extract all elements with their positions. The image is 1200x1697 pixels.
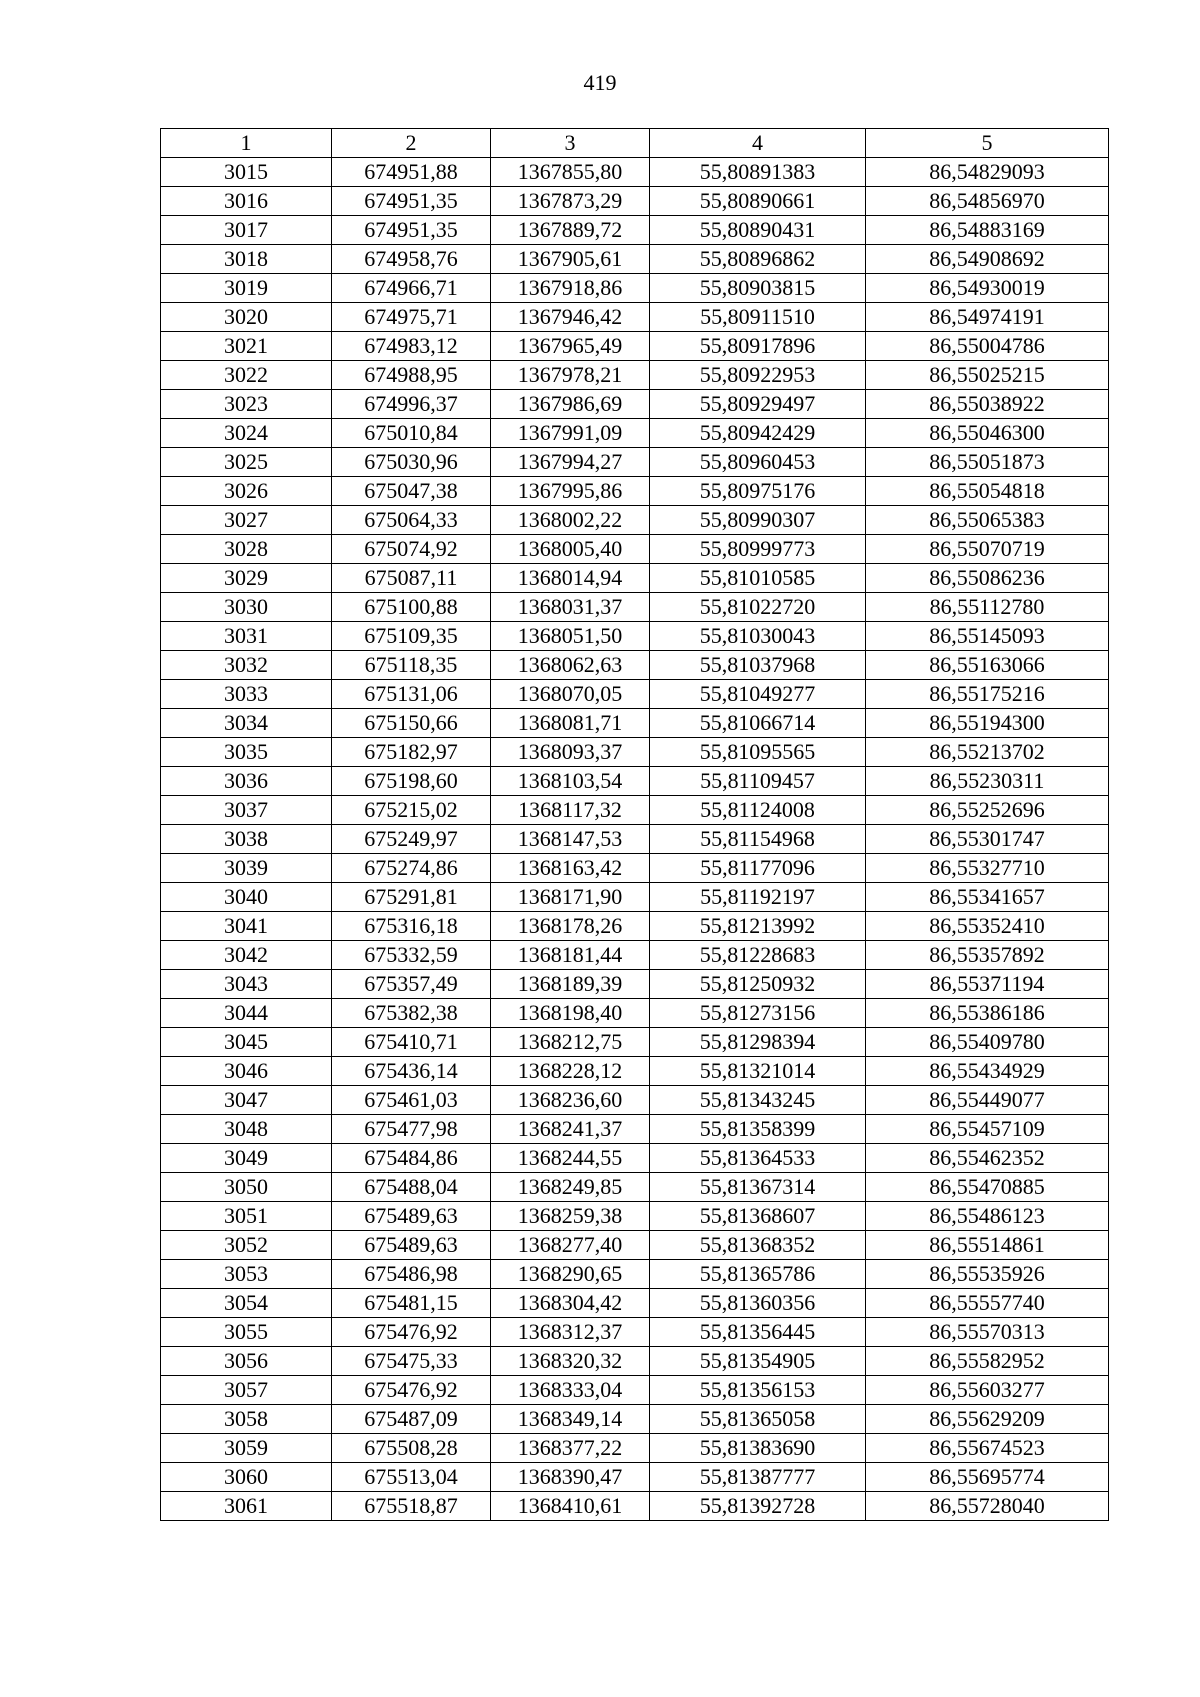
x-coordinate-cell: 675131,06 xyxy=(332,680,491,709)
longitude-cell: 86,54930019 xyxy=(866,274,1109,303)
latitude-cell: 55,80999773 xyxy=(650,535,866,564)
latitude-cell: 55,80903815 xyxy=(650,274,866,303)
table-row xyxy=(161,941,1109,970)
latitude-cell: 55,81049277 xyxy=(650,680,866,709)
longitude-cell: 86,55145093 xyxy=(866,622,1109,651)
x-coordinate-cell: 674983,12 xyxy=(332,332,491,361)
point-number-cell: 3029 xyxy=(161,564,332,593)
latitude-cell: 55,80942429 xyxy=(650,419,866,448)
x-coordinate-cell: 674988,95 xyxy=(332,361,491,390)
y-coordinate-cell: 1368333,04 xyxy=(491,1376,650,1405)
table-row xyxy=(161,361,1109,390)
latitude-cell: 55,81364533 xyxy=(650,1144,866,1173)
point-number-cell: 3016 xyxy=(161,187,332,216)
table-row xyxy=(161,1057,1109,1086)
table-row xyxy=(161,332,1109,361)
table-row xyxy=(161,854,1109,883)
point-number-cell: 3032 xyxy=(161,651,332,680)
table-row xyxy=(161,216,1109,245)
point-number-cell: 3058 xyxy=(161,1405,332,1434)
point-number-cell: 3017 xyxy=(161,216,332,245)
table-row xyxy=(161,738,1109,767)
latitude-cell: 55,81010585 xyxy=(650,564,866,593)
x-coordinate-cell: 675484,86 xyxy=(332,1144,491,1173)
x-coordinate-cell: 675475,33 xyxy=(332,1347,491,1376)
x-coordinate-cell: 674951,35 xyxy=(332,216,491,245)
table-row xyxy=(161,1492,1109,1521)
table-row xyxy=(161,1202,1109,1231)
longitude-cell: 86,55163066 xyxy=(866,651,1109,680)
y-coordinate-cell: 1367986,69 xyxy=(491,390,650,419)
y-coordinate-cell: 1368178,26 xyxy=(491,912,650,941)
latitude-cell: 55,80911510 xyxy=(650,303,866,332)
y-coordinate-cell: 1367918,86 xyxy=(491,274,650,303)
longitude-cell: 86,55357892 xyxy=(866,941,1109,970)
x-coordinate-cell: 675010,84 xyxy=(332,419,491,448)
latitude-cell: 55,81360356 xyxy=(650,1289,866,1318)
table-row xyxy=(161,1028,1109,1057)
point-number-cell: 3019 xyxy=(161,274,332,303)
point-number-cell: 3053 xyxy=(161,1260,332,1289)
point-number-cell: 3044 xyxy=(161,999,332,1028)
longitude-cell: 86,55086236 xyxy=(866,564,1109,593)
longitude-cell: 86,55252696 xyxy=(866,796,1109,825)
y-coordinate-cell: 1368277,40 xyxy=(491,1231,650,1260)
point-number-cell: 3018 xyxy=(161,245,332,274)
latitude-cell: 55,81365058 xyxy=(650,1405,866,1434)
y-coordinate-cell: 1368198,40 xyxy=(491,999,650,1028)
y-coordinate-cell: 1368147,53 xyxy=(491,825,650,854)
latitude-cell: 55,80975176 xyxy=(650,477,866,506)
y-coordinate-cell: 1367994,27 xyxy=(491,448,650,477)
y-coordinate-cell: 1368171,90 xyxy=(491,883,650,912)
latitude-cell: 55,81030043 xyxy=(650,622,866,651)
longitude-cell: 86,55557740 xyxy=(866,1289,1109,1318)
latitude-cell: 55,81368352 xyxy=(650,1231,866,1260)
longitude-cell: 86,55175216 xyxy=(866,680,1109,709)
latitude-cell: 55,81228683 xyxy=(650,941,866,970)
point-number-cell: 3052 xyxy=(161,1231,332,1260)
x-coordinate-cell: 675109,35 xyxy=(332,622,491,651)
page-number: 419 xyxy=(583,70,617,95)
longitude-cell: 86,55470885 xyxy=(866,1173,1109,1202)
point-number-cell: 3048 xyxy=(161,1115,332,1144)
table-row xyxy=(161,622,1109,651)
y-coordinate-cell: 1368002,22 xyxy=(491,506,650,535)
point-number-cell: 3056 xyxy=(161,1347,332,1376)
x-coordinate-cell: 675486,98 xyxy=(332,1260,491,1289)
latitude-cell: 55,81109457 xyxy=(650,767,866,796)
longitude-cell: 86,55449077 xyxy=(866,1086,1109,1115)
table-row xyxy=(161,651,1109,680)
longitude-cell: 86,55301747 xyxy=(866,825,1109,854)
y-coordinate-cell: 1368349,14 xyxy=(491,1405,650,1434)
point-number-cell: 3051 xyxy=(161,1202,332,1231)
x-coordinate-cell: 675476,92 xyxy=(332,1376,491,1405)
table-row xyxy=(161,1318,1109,1347)
table-row xyxy=(161,999,1109,1028)
x-coordinate-cell: 675461,03 xyxy=(332,1086,491,1115)
y-coordinate-cell: 1367873,29 xyxy=(491,187,650,216)
table-row xyxy=(161,303,1109,332)
y-coordinate-cell: 1368290,65 xyxy=(491,1260,650,1289)
x-coordinate-cell: 675074,92 xyxy=(332,535,491,564)
table-body xyxy=(161,158,1109,1521)
table-row xyxy=(161,709,1109,738)
x-coordinate-cell: 675118,35 xyxy=(332,651,491,680)
longitude-cell: 86,55046300 xyxy=(866,419,1109,448)
y-coordinate-cell: 1368228,12 xyxy=(491,1057,650,1086)
latitude-cell: 55,80891383 xyxy=(650,158,866,187)
latitude-cell: 55,81066714 xyxy=(650,709,866,738)
latitude-cell: 55,81192197 xyxy=(650,883,866,912)
longitude-cell: 86,55352410 xyxy=(866,912,1109,941)
latitude-cell: 55,81356445 xyxy=(650,1318,866,1347)
table-row xyxy=(161,506,1109,535)
latitude-cell: 55,81095565 xyxy=(650,738,866,767)
point-number-cell: 3047 xyxy=(161,1086,332,1115)
coordinates-table xyxy=(160,128,1109,1521)
table-row xyxy=(161,1144,1109,1173)
x-coordinate-cell: 675513,04 xyxy=(332,1463,491,1492)
point-number-cell: 3049 xyxy=(161,1144,332,1173)
x-coordinate-cell: 674951,88 xyxy=(332,158,491,187)
table-row xyxy=(161,187,1109,216)
x-coordinate-cell: 675150,66 xyxy=(332,709,491,738)
point-number-cell: 3060 xyxy=(161,1463,332,1492)
y-coordinate-cell: 1368312,37 xyxy=(491,1318,650,1347)
longitude-cell: 86,55341657 xyxy=(866,883,1109,912)
longitude-cell: 86,55434929 xyxy=(866,1057,1109,1086)
latitude-cell: 55,81392728 xyxy=(650,1492,866,1521)
latitude-cell: 55,81022720 xyxy=(650,593,866,622)
longitude-cell: 86,55038922 xyxy=(866,390,1109,419)
y-coordinate-cell: 1367905,61 xyxy=(491,245,650,274)
longitude-cell: 86,55728040 xyxy=(866,1492,1109,1521)
x-coordinate-cell: 675477,98 xyxy=(332,1115,491,1144)
table-row xyxy=(161,535,1109,564)
y-coordinate-cell: 1367855,80 xyxy=(491,158,650,187)
y-coordinate-cell: 1367991,09 xyxy=(491,419,650,448)
x-coordinate-cell: 675488,04 xyxy=(332,1173,491,1202)
longitude-cell: 86,55213702 xyxy=(866,738,1109,767)
point-number-cell: 3054 xyxy=(161,1289,332,1318)
point-number-cell: 3046 xyxy=(161,1057,332,1086)
y-coordinate-cell: 1368081,71 xyxy=(491,709,650,738)
table-row xyxy=(161,1405,1109,1434)
point-number-cell: 3023 xyxy=(161,390,332,419)
y-coordinate-cell: 1367978,21 xyxy=(491,361,650,390)
latitude-cell: 55,81367314 xyxy=(650,1173,866,1202)
x-coordinate-cell: 675476,92 xyxy=(332,1318,491,1347)
table-row xyxy=(161,564,1109,593)
latitude-cell: 55,80990307 xyxy=(650,506,866,535)
x-coordinate-cell: 675410,71 xyxy=(332,1028,491,1057)
y-coordinate-cell: 1367946,42 xyxy=(491,303,650,332)
y-coordinate-cell: 1368236,60 xyxy=(491,1086,650,1115)
point-number-cell: 3057 xyxy=(161,1376,332,1405)
point-number-cell: 3045 xyxy=(161,1028,332,1057)
point-number-cell: 3043 xyxy=(161,970,332,999)
latitude-cell: 55,81368607 xyxy=(650,1202,866,1231)
x-coordinate-cell: 675487,09 xyxy=(332,1405,491,1434)
longitude-cell: 86,55535926 xyxy=(866,1260,1109,1289)
table-row xyxy=(161,1231,1109,1260)
x-coordinate-cell: 675332,59 xyxy=(332,941,491,970)
y-coordinate-cell: 1368390,47 xyxy=(491,1463,650,1492)
longitude-cell: 86,55194300 xyxy=(866,709,1109,738)
table-row xyxy=(161,1463,1109,1492)
header-cell-4: 4 xyxy=(650,129,866,158)
point-number-cell: 3024 xyxy=(161,419,332,448)
y-coordinate-cell: 1368014,94 xyxy=(491,564,650,593)
point-number-cell: 3037 xyxy=(161,796,332,825)
latitude-cell: 55,81154968 xyxy=(650,825,866,854)
point-number-cell: 3030 xyxy=(161,593,332,622)
x-coordinate-cell: 674996,37 xyxy=(332,390,491,419)
longitude-cell: 86,55065383 xyxy=(866,506,1109,535)
x-coordinate-cell: 675382,38 xyxy=(332,999,491,1028)
x-coordinate-cell: 675198,60 xyxy=(332,767,491,796)
table-row xyxy=(161,825,1109,854)
point-number-cell: 3027 xyxy=(161,506,332,535)
table-row xyxy=(161,158,1109,187)
longitude-cell: 86,54974191 xyxy=(866,303,1109,332)
table-row xyxy=(161,593,1109,622)
point-number-cell: 3015 xyxy=(161,158,332,187)
longitude-cell: 86,55457109 xyxy=(866,1115,1109,1144)
point-number-cell: 3040 xyxy=(161,883,332,912)
y-coordinate-cell: 1368062,63 xyxy=(491,651,650,680)
x-coordinate-cell: 674958,76 xyxy=(332,245,491,274)
table-row xyxy=(161,1115,1109,1144)
table-row xyxy=(161,1347,1109,1376)
latitude-cell: 55,81358399 xyxy=(650,1115,866,1144)
table-row xyxy=(161,477,1109,506)
table-row xyxy=(161,1376,1109,1405)
latitude-cell: 55,81177096 xyxy=(650,854,866,883)
longitude-cell: 86,55070719 xyxy=(866,535,1109,564)
point-number-cell: 3034 xyxy=(161,709,332,738)
y-coordinate-cell: 1368244,55 xyxy=(491,1144,650,1173)
point-number-cell: 3025 xyxy=(161,448,332,477)
y-coordinate-cell: 1368163,42 xyxy=(491,854,650,883)
table-header xyxy=(161,129,1109,158)
x-coordinate-cell: 675087,11 xyxy=(332,564,491,593)
y-coordinate-cell: 1368304,42 xyxy=(491,1289,650,1318)
x-coordinate-cell: 675249,97 xyxy=(332,825,491,854)
latitude-cell: 55,81356153 xyxy=(650,1376,866,1405)
longitude-cell: 86,55112780 xyxy=(866,593,1109,622)
longitude-cell: 86,55514861 xyxy=(866,1231,1109,1260)
longitude-cell: 86,55230311 xyxy=(866,767,1109,796)
x-coordinate-cell: 675357,49 xyxy=(332,970,491,999)
point-number-cell: 3035 xyxy=(161,738,332,767)
longitude-cell: 86,55486123 xyxy=(866,1202,1109,1231)
longitude-cell: 86,54908692 xyxy=(866,245,1109,274)
table-row xyxy=(161,1086,1109,1115)
point-number-cell: 3026 xyxy=(161,477,332,506)
point-number-cell: 3020 xyxy=(161,303,332,332)
latitude-cell: 55,80922953 xyxy=(650,361,866,390)
x-coordinate-cell: 675508,28 xyxy=(332,1434,491,1463)
latitude-cell: 55,80896862 xyxy=(650,245,866,274)
x-coordinate-cell: 675274,86 xyxy=(332,854,491,883)
y-coordinate-cell: 1368181,44 xyxy=(491,941,650,970)
y-coordinate-cell: 1368189,39 xyxy=(491,970,650,999)
longitude-cell: 86,55695774 xyxy=(866,1463,1109,1492)
header-cell-5: 5 xyxy=(866,129,1109,158)
table-row xyxy=(161,883,1109,912)
point-number-cell: 3059 xyxy=(161,1434,332,1463)
x-coordinate-cell: 675182,97 xyxy=(332,738,491,767)
longitude-cell: 86,55603277 xyxy=(866,1376,1109,1405)
table-row xyxy=(161,767,1109,796)
x-coordinate-cell: 675481,15 xyxy=(332,1289,491,1318)
latitude-cell: 55,81343245 xyxy=(650,1086,866,1115)
latitude-cell: 55,81124008 xyxy=(650,796,866,825)
y-coordinate-cell: 1368320,32 xyxy=(491,1347,650,1376)
longitude-cell: 86,55409780 xyxy=(866,1028,1109,1057)
latitude-cell: 55,81213992 xyxy=(650,912,866,941)
longitude-cell: 86,55054818 xyxy=(866,477,1109,506)
x-coordinate-cell: 675064,33 xyxy=(332,506,491,535)
longitude-cell: 86,55629209 xyxy=(866,1405,1109,1434)
point-number-cell: 3038 xyxy=(161,825,332,854)
x-coordinate-cell: 675489,63 xyxy=(332,1231,491,1260)
point-number-cell: 3022 xyxy=(161,361,332,390)
table-row xyxy=(161,274,1109,303)
y-coordinate-cell: 1368031,37 xyxy=(491,593,650,622)
latitude-cell: 55,81273156 xyxy=(650,999,866,1028)
longitude-cell: 86,54883169 xyxy=(866,216,1109,245)
y-coordinate-cell: 1368117,32 xyxy=(491,796,650,825)
point-number-cell: 3055 xyxy=(161,1318,332,1347)
latitude-cell: 55,80960453 xyxy=(650,448,866,477)
x-coordinate-cell: 675489,63 xyxy=(332,1202,491,1231)
x-coordinate-cell: 675436,14 xyxy=(332,1057,491,1086)
header-cell-3: 3 xyxy=(491,129,650,158)
table-row xyxy=(161,1260,1109,1289)
y-coordinate-cell: 1368259,38 xyxy=(491,1202,650,1231)
point-number-cell: 3028 xyxy=(161,535,332,564)
latitude-cell: 55,81383690 xyxy=(650,1434,866,1463)
table-row xyxy=(161,1173,1109,1202)
longitude-cell: 86,55025215 xyxy=(866,361,1109,390)
header-cell-2: 2 xyxy=(332,129,491,158)
point-number-cell: 3033 xyxy=(161,680,332,709)
longitude-cell: 86,55051873 xyxy=(866,448,1109,477)
x-coordinate-cell: 674975,71 xyxy=(332,303,491,332)
x-coordinate-cell: 674951,35 xyxy=(332,187,491,216)
x-coordinate-cell: 675316,18 xyxy=(332,912,491,941)
y-coordinate-cell: 1368377,22 xyxy=(491,1434,650,1463)
table-row xyxy=(161,390,1109,419)
longitude-cell: 86,55570313 xyxy=(866,1318,1109,1347)
table-row xyxy=(161,970,1109,999)
latitude-cell: 55,81365786 xyxy=(650,1260,866,1289)
point-number-cell: 3021 xyxy=(161,332,332,361)
header-row xyxy=(161,129,1109,158)
y-coordinate-cell: 1367995,86 xyxy=(491,477,650,506)
y-coordinate-cell: 1368241,37 xyxy=(491,1115,650,1144)
x-coordinate-cell: 674966,71 xyxy=(332,274,491,303)
longitude-cell: 86,55674523 xyxy=(866,1434,1109,1463)
latitude-cell: 55,81250932 xyxy=(650,970,866,999)
latitude-cell: 55,80890431 xyxy=(650,216,866,245)
y-coordinate-cell: 1368005,40 xyxy=(491,535,650,564)
latitude-cell: 55,81354905 xyxy=(650,1347,866,1376)
x-coordinate-cell: 675518,87 xyxy=(332,1492,491,1521)
x-coordinate-cell: 675047,38 xyxy=(332,477,491,506)
y-coordinate-cell: 1368070,05 xyxy=(491,680,650,709)
longitude-cell: 86,55582952 xyxy=(866,1347,1109,1376)
longitude-cell: 86,55327710 xyxy=(866,854,1109,883)
y-coordinate-cell: 1368093,37 xyxy=(491,738,650,767)
y-coordinate-cell: 1368410,61 xyxy=(491,1492,650,1521)
table-row xyxy=(161,1434,1109,1463)
y-coordinate-cell: 1367965,49 xyxy=(491,332,650,361)
latitude-cell: 55,80929497 xyxy=(650,390,866,419)
y-coordinate-cell: 1367889,72 xyxy=(491,216,650,245)
longitude-cell: 86,55004786 xyxy=(866,332,1109,361)
point-number-cell: 3039 xyxy=(161,854,332,883)
table-row xyxy=(161,448,1109,477)
y-coordinate-cell: 1368212,75 xyxy=(491,1028,650,1057)
point-number-cell: 3042 xyxy=(161,941,332,970)
y-coordinate-cell: 1368103,54 xyxy=(491,767,650,796)
point-number-cell: 3050 xyxy=(161,1173,332,1202)
x-coordinate-cell: 675030,96 xyxy=(332,448,491,477)
y-coordinate-cell: 1368051,50 xyxy=(491,622,650,651)
table-row xyxy=(161,245,1109,274)
table-row xyxy=(161,680,1109,709)
longitude-cell: 86,55371194 xyxy=(866,970,1109,999)
x-coordinate-cell: 675291,81 xyxy=(332,883,491,912)
latitude-cell: 55,81298394 xyxy=(650,1028,866,1057)
point-number-cell: 3036 xyxy=(161,767,332,796)
longitude-cell: 86,54856970 xyxy=(866,187,1109,216)
latitude-cell: 55,80890661 xyxy=(650,187,866,216)
longitude-cell: 86,55386186 xyxy=(866,999,1109,1028)
latitude-cell: 55,81037968 xyxy=(650,651,866,680)
header-cell-1: 1 xyxy=(161,129,332,158)
latitude-cell: 55,81387777 xyxy=(650,1463,866,1492)
latitude-cell: 55,81321014 xyxy=(650,1057,866,1086)
longitude-cell: 86,55462352 xyxy=(866,1144,1109,1173)
point-number-cell: 3061 xyxy=(161,1492,332,1521)
table-row xyxy=(161,419,1109,448)
longitude-cell: 86,54829093 xyxy=(866,158,1109,187)
table-row xyxy=(161,912,1109,941)
x-coordinate-cell: 675215,02 xyxy=(332,796,491,825)
latitude-cell: 55,80917896 xyxy=(650,332,866,361)
point-number-cell: 3031 xyxy=(161,622,332,651)
table-row xyxy=(161,1289,1109,1318)
point-number-cell: 3041 xyxy=(161,912,332,941)
table-row xyxy=(161,796,1109,825)
y-coordinate-cell: 1368249,85 xyxy=(491,1173,650,1202)
x-coordinate-cell: 675100,88 xyxy=(332,593,491,622)
